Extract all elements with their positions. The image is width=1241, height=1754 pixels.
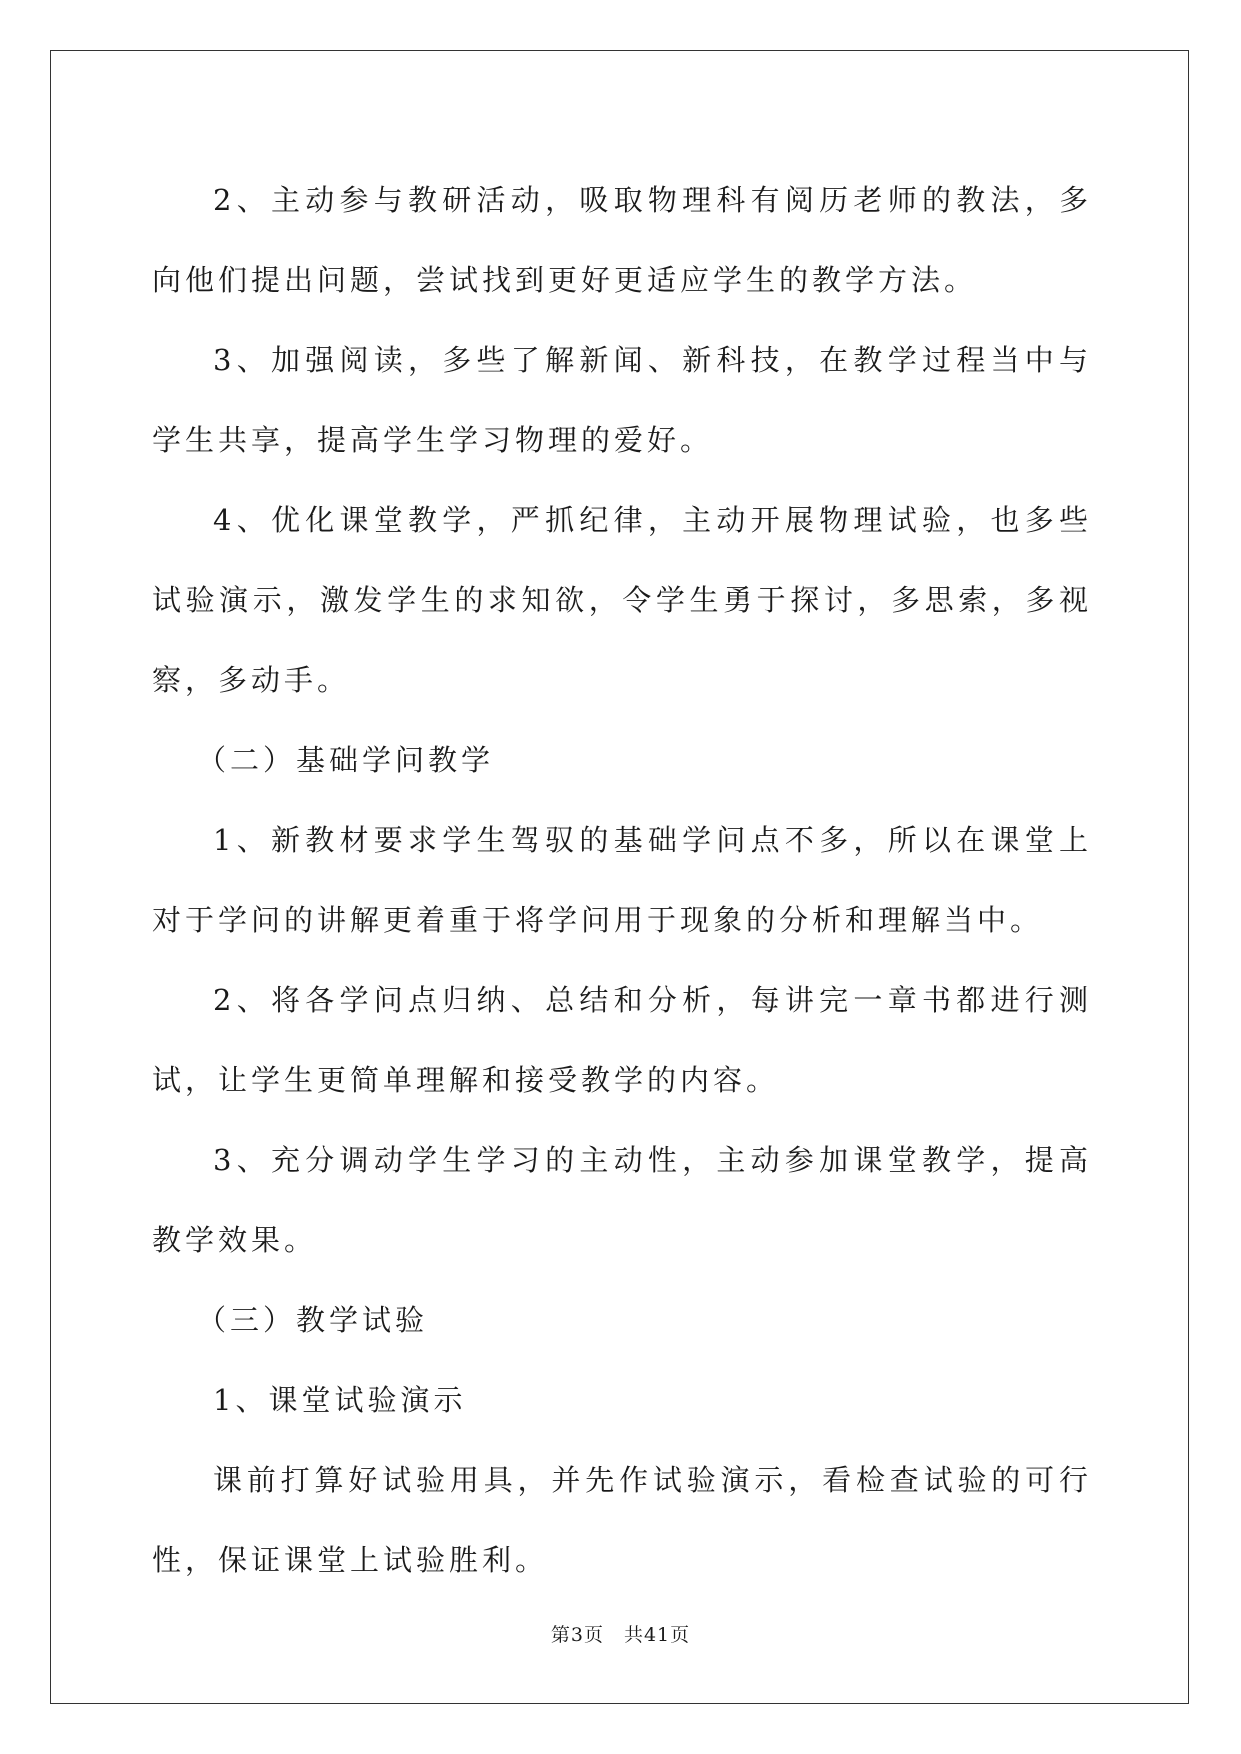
paragraph-1: 2、主动参与教研活动，吸取物理科有阅历老师的教法，多向他们提出问题，尝试找到更好更适应学生的教学方法。 bbox=[152, 183, 1092, 297]
paragraph-7: 课前打算好试验用具，并先作试验演示，看检查试验的可行性，保证课堂上试验胜利。 bbox=[152, 1463, 1092, 1577]
paragraph-3: 4、优化课堂教学，严抓纪律，主动开展物理试验，也多些试验演示，激发学生的求知欲，令学生勇于探讨，多思索，多视察，多动手。 bbox=[152, 503, 1092, 697]
subheading-1: 1、课堂试验演示 bbox=[213, 1383, 467, 1417]
paragraph-4: 1、新教材要求学生驾驭的基础学问点不多，所以在课堂上对于学问的讲解更着重于将学问用于现象的分析和理解当中。 bbox=[152, 823, 1092, 937]
document-body bbox=[152, 160, 1092, 1600]
section-heading-2: （二）基础学问教学 bbox=[197, 743, 495, 777]
paragraph-2: 3、加强阅读，多些了解新闻、新科技，在教学过程当中与学生共享，提高学生学习物理的爱好。 bbox=[152, 343, 1092, 457]
section-heading-3: （三）教学试验 bbox=[197, 1303, 429, 1337]
paragraph-5: 2、将各学问点归纳、总结和分析，每讲完一章书都进行测试，让学生更简单理解和接受教学的内容。 bbox=[152, 983, 1092, 1097]
page-footer bbox=[0, 1620, 1241, 1647]
page-number: 第3页 共41页 bbox=[550, 1624, 691, 1646]
paragraph-6: 3、充分调动学生学习的主动性，主动参加课堂教学，提高教学效果。 bbox=[152, 1143, 1092, 1257]
